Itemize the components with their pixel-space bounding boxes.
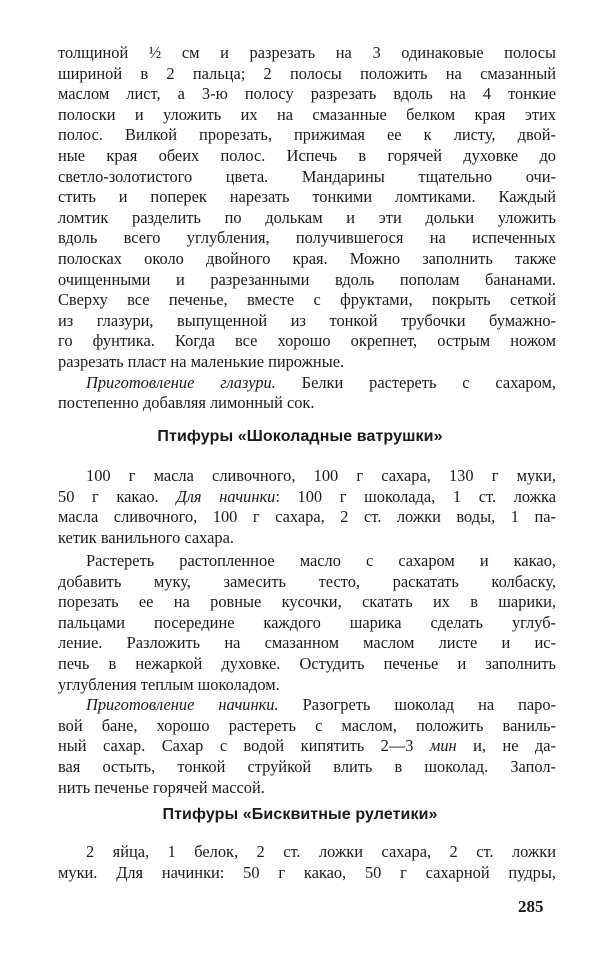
text-line: вая остыть, тонкой струйкой влить в шоколад. Запол-	[58, 756, 556, 776]
text-line: полоски и уложить их на смазанные белком края этих	[58, 104, 556, 124]
text-line: постепенно добавляя лимонный сок.	[58, 393, 315, 413]
text-segment: ный сахар. Сахар с водой кипятить 2—3	[58, 736, 430, 756]
text-line: вой бане, хорошо растереть с маслом, положить ваниль-	[58, 715, 556, 735]
text-line: масла сливочного, 100 г сахара, 2 ст. ложки воды, 1 па-	[58, 507, 556, 527]
intro-paragraph	[58, 43, 556, 414]
text-line: го фунтика. Когда все хорошо окрепнет, острым ножом	[58, 331, 556, 351]
text-line: углубления теплым шоколадом.	[58, 674, 280, 694]
section-title-sponge-rolls: Птифуры «Бисквитные рулетики»	[162, 806, 438, 823]
text-segment: и, не да-	[456, 736, 557, 756]
text-line: порезать ее на ровные кусочки, скатать их в шарики,	[58, 592, 556, 612]
text-line	[58, 736, 556, 757]
text-line: стить и поперек нарезать тонкими ломтиками. Каждый	[58, 187, 556, 207]
text-line: полос. Вилкой прорезать, прижимая ее к листу, двой-	[58, 125, 556, 145]
text-line: ломтик разделить по долькам и эти дольки уложить	[58, 207, 556, 227]
text-line: полосках около двойного края. Можно заполнить также	[58, 248, 556, 268]
text-line: Растереть растопленное масло с сахаром и какао,	[86, 551, 556, 570]
text-line: разрезать пласт на маленькие пирожные.	[58, 351, 345, 371]
text-segment: : 100 г шоколада, 1 ст. ложка	[275, 486, 556, 506]
section-title-chocolate-cheesecakes: Птифуры «Шоколадные ватрушки»	[157, 428, 443, 445]
glaze-line	[58, 373, 556, 394]
text-line: ные края обеих полос. Испечь в горячей духовке до	[58, 145, 556, 165]
text-line: 2 яйца, 1 белок, 2 ст. ложки сахара, 2 ст. ложки	[86, 842, 556, 861]
ingredients-paragraph-1	[58, 466, 556, 548]
text-segment: Разогреть шоколад на паро-	[278, 695, 556, 715]
ingredients-paragraph-2	[58, 842, 556, 883]
text-segment: 50 г какао.	[58, 486, 177, 506]
text-line: маслом лист, а 3-ю полосу разрезать вдоль на 4 тонкие	[58, 84, 556, 104]
text-line: ление. Разложить на смазанном маслом листе и ис-	[58, 633, 556, 653]
glaze-label: Приготовление глазури.	[86, 372, 276, 392]
filling-label: Для начинки	[176, 486, 276, 506]
glaze-text: Белки растереть с сахаром,	[275, 372, 556, 392]
text-line: нить печенье горячей массой.	[58, 777, 265, 797]
text-line	[58, 487, 556, 508]
text-line: светло-золотистого цвета. Мандарины тщательно очи-	[58, 166, 556, 186]
text-line: очищенными и разрезанными вдоль пополам бананами.	[58, 269, 556, 289]
text-line: толщиной ½ см и разрезать на 3 одинаковые полосы	[58, 43, 556, 62]
page-number: 285	[518, 897, 544, 916]
text-line: Сверху все печенье, вместе с фруктами, покрыть сеткой	[58, 290, 556, 310]
text-line: из глазури, выпущенной из тонкой трубочки бумажно-	[58, 310, 556, 330]
text-line: пальцами посередине каждого шарика сделать углуб-	[58, 612, 556, 632]
method-paragraph-1	[58, 551, 556, 798]
text-line: добавить муку, замесить тесто, раскатать колбаску,	[58, 571, 556, 591]
text-line: шириной в 2 пальца; 2 полосы положить на смазанный	[58, 63, 556, 83]
filling-prep-line	[58, 695, 556, 716]
text-line: кетик ванильного сахара.	[58, 527, 234, 547]
text-line: печь в нежаркой духовке. Остудить печенье и заполнить	[58, 653, 556, 673]
text-line: вдоль всего углубления, получившегося на испеченных	[58, 228, 556, 248]
filling-prep-label: Приготовление начинки.	[86, 695, 279, 715]
minutes-unit: мин	[429, 736, 457, 756]
text-line: муки. Для начинки: 50 г какао, 50 г сахарной пудры,	[58, 862, 556, 882]
text-line: 100 г масла сливочного, 100 г сахара, 130 г муки,	[86, 466, 556, 485]
